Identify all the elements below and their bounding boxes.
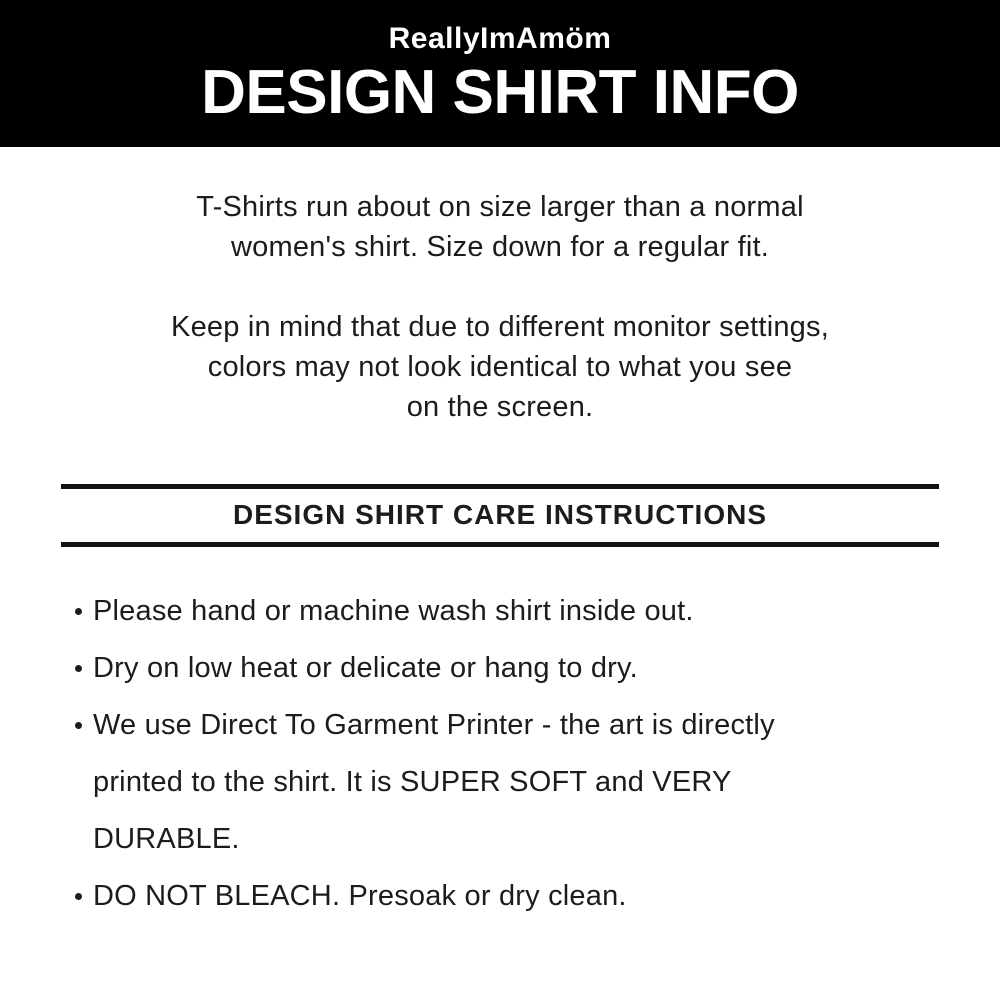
list-item	[63, 697, 960, 868]
sizing-note-paragraph	[0, 187, 1000, 267]
bottom-rule	[61, 542, 939, 547]
bullet-text	[93, 640, 638, 697]
bullet-text	[93, 697, 775, 868]
bullet-text	[93, 583, 694, 640]
list-item	[63, 640, 960, 697]
paragraph-line: T-Shirts run about on size larger than a normal	[196, 191, 804, 223]
bullet-icon	[63, 868, 93, 900]
care-instructions-heading: DESIGN SHIRT CARE INSTRUCTIONS	[232, 499, 768, 530]
monitor-note-paragraph	[0, 307, 1000, 427]
bullet-line: Dry on low heat or delicate or hang to dry.	[93, 652, 638, 684]
care-heading-block	[61, 484, 939, 547]
bullet-text	[93, 868, 627, 925]
list-item	[63, 583, 960, 640]
care-instructions-list	[63, 583, 960, 925]
bullet-line: printed to the shirt. It is SUPER SOFT and VERY	[93, 766, 732, 798]
paragraph-line: Keep in mind that due to different monitor settings,	[171, 311, 829, 343]
intro-section	[0, 187, 1000, 427]
bullet-icon	[63, 640, 93, 672]
poster-title: DESIGN SHIRT INFO	[201, 58, 799, 127]
header-band	[0, 0, 1000, 147]
paragraph-line: colors may not look identical to what you see	[207, 351, 793, 383]
bullet-icon	[63, 697, 93, 729]
bullet-line: DO NOT BLEACH. Presoak or dry clean.	[93, 880, 627, 912]
bullet-line: Please hand or machine wash shirt inside out.	[93, 595, 694, 627]
paragraph-line: women's shirt. Size down for a regular fit.	[231, 231, 769, 263]
bullet-line: DURABLE.	[93, 823, 240, 855]
bullet-icon	[63, 583, 93, 615]
brand-logo: ReallyImAmöm	[388, 22, 612, 55]
bullet-line: We use Direct To Garment Printer - the art is directly	[93, 709, 775, 741]
list-item	[63, 868, 960, 925]
paragraph-line: on the screen.	[406, 391, 594, 423]
